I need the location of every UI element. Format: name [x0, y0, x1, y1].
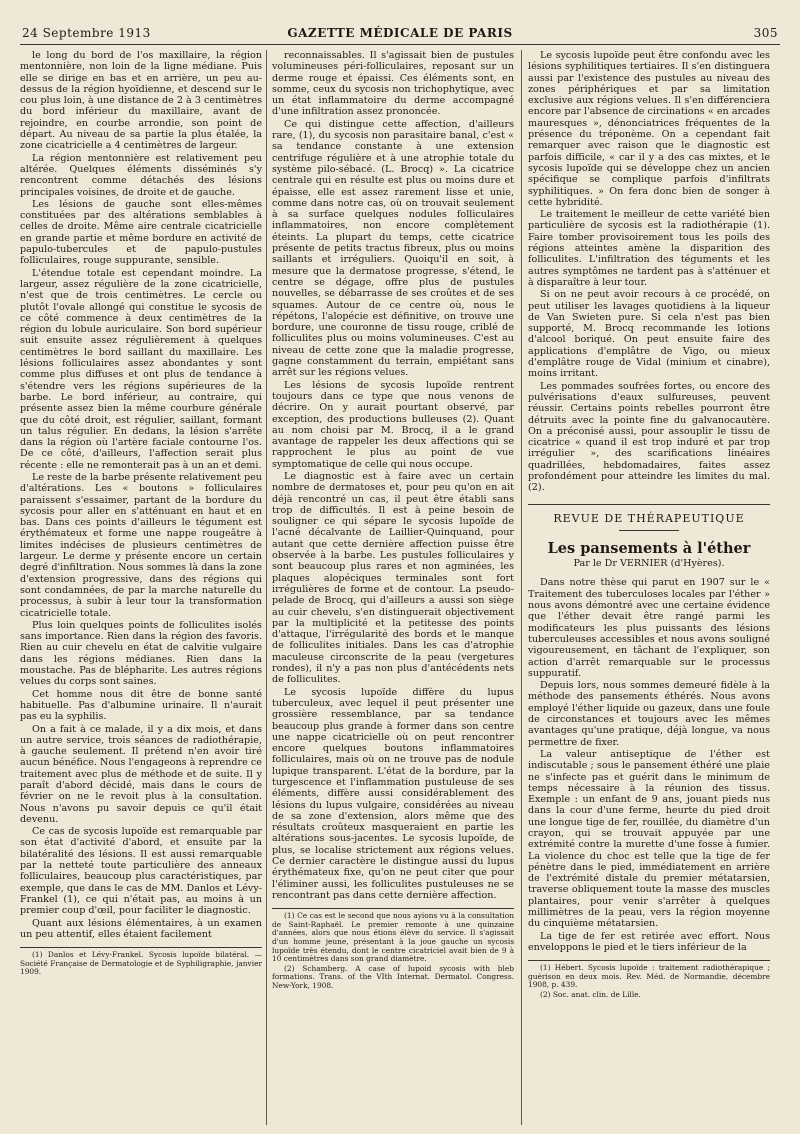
ornament-rule — [619, 530, 679, 531]
column-2 — [272, 50, 514, 1126]
footnote: (2) Soc. anat. clin. de Lille. — [540, 990, 641, 1000]
footnote-separator — [20, 947, 262, 948]
paragraph: Le sycosis lupoïde peut être confondu avec les lésions syphilitiques tertiaires. Il s'en distinguera aussi par l'existence des pustules au niveau des zones périphériques et par sa limitation exclusive aux régions velues. Il s'en différenciera encore par l'absence de circinations « en arcades mauresques », dénonciatrices fréquentes de la présence du tréponème. On a cependant fait remarquer avec raison que le diagnostic est parfois difficile, « car il y a des cas mixtes, et le sycosis lupoïde qui se développe chez un ancien spécifique se complique parfois d'infiltrats syphilitiques. » On fera donc bien de songer à cette hybridité. — [528, 50, 770, 208]
paragraph: Le traitement le meilleur de cette variété bien particulière de sycosis est la radiothérapie (1). Faire tomber provisoirement tous les poils des régions atteintes amène la disparition des folliculites. L'infiltration des téguments et les autres symptômes ne tardent pas à s'atténuer et à disparaître à leur tour. — [528, 209, 770, 288]
paragraph: le long du bord de l'os maxillaire, la région mentonnière, non loin de la ligne médiane. Puis elle se dirige en bas et en arrière, un peu au-dessus de la région hyoïdienne, et descend sur le cou plus loin, à une distance de 2 à 3 centimètres du bord inférieur du maxillaire, avant de rejoindre, en courbe arrondie, son point de départ. Au niveau de sa partie la plus étalée, la zone cicatricielle a 4 centimètres de largeur. — [20, 50, 262, 152]
section-title: REVUE DE THÉRAPEUTIQUE — [553, 511, 745, 525]
footnote-separator — [528, 960, 770, 961]
paragraph: Quant aux lésions élémentaires, à un examen un peu attentif, elles étaient facilement — [20, 917, 262, 940]
paragraph: reconnaissables. Il s'agissait bien de pustules volumineuses péri-folliculaires, reposant sur un derme rouge et épaissi. Ces éléments sont, en somme, ceux du sycosis non trichophytique, avec un état inflammatoire du derme accompagné d'une infiltration assez prononcée. — [272, 50, 514, 118]
paragraph: Les lésions de sycosis lupoïde rentrent toujours dans ce type que nous venons de décrire. On y aurait pourtant observé, par exception, des productions bulleuses (2). Quant au nom choisi par M. Brocq, il a le grand avantage de rappeler les deux affections qui se rapprochent le plus au point de vue symptomatique de celle qui nous occupe. — [272, 379, 514, 470]
paragraph: Si on ne peut avoir recours à ce procédé, on peut utiliser les lavages quotidiens à la liqueur de Van Swieten pure. Si cela n'est pas bien supporté, M. Brocq recommande les lotions d'alcool boriqué. On peut ensuite faire des applications d'emplâtre de Vigo, ou mieux d'emplâtre rouge de Vidal (minium et cinabre), moins irritant. — [528, 289, 770, 380]
paragraph: L'étendue totale est cependant moindre. La largeur, assez régulière de la zone cicatricielle, n'est que de trois centimètres. Le cercle ou plutôt l'ovale allongé qui constitue le sycosis de ce côté commence à deux centimètres de la région du lobule auriculaire. Son bord supérieur suit ensuite assez régulièrement à quelques centimètres le bord saillant du maxillaire. Les lésions folliculaires assez abondantes y sont comme plus diffuses et ont plus de tendance à s'étendre vers les régions supérieures de la barbe. Le bord inférieur, au contraire, qui présente assez bien la même courbure générale que du côté droit, est régulier, saillant, formant un talus régulier. En dedans, la lésion s'arrête dans la région où l'artère faciale contourne l'os. De ce côté, d'ailleurs, l'affection serait plus récente : elle ne remonterait pas à un an et demi. — [20, 267, 262, 471]
paragraph: Le sycosis lupoïde diffère du lupus tuberculeux, avec lequel il peut présenter une grossière ressemblance, par sa tendance beaucoup plus grande à former dans son centre une nappe cicatricielle où on peut rencontrer encore quelques boutons inflammatoires folliculaires, mais où on ne trouve pas de nodule lupique transparent. L'état de la bordure, par la turgescence et l'inflammation pustuleuse de ses éléments, diffère aussi considérablement des lésions du lupus vulgaire, considérées au niveau de sa zone d'extension, alors même que des résultats croûteux masqueraient en partie les altérations sous-jacentes. Le sycosis lupoïde, de plus, se localise strictement aux régions velues. Ce dernier caractère le distingue aussi du lupus érythémateux fixe, qu'on ne peut citer que pour l'éliminer aussi, les folliculites pustuleuses ne se rencontrant pas dans cette dernière affection. — [272, 686, 514, 901]
footnote-separator — [272, 908, 514, 909]
footnote: (1) Ce cas est le second que nous ayions vu à la consultation de Saint-Raphaël. Le premier remonte à une quinzaine d'années, alors que nous étions élève du service. Il s'agissait d'un homme jeune, présentant à la joue gauche un sycosis lupoïde très étendu, dont le centre cicatriciel avait bien de 9 à 10 centimètres dans son grand diamètre. — [272, 911, 514, 964]
paragraph: Ce cas de sycosis lupoïde est remarquable par son état d'activité d'abord, et ensuite par la bilatéralité des lésions. Il est aussi remarquable par la netteté toute particulière des anneaux folliculaires, beaucoup plus caractéristiques, par exemple, que dans le cas de MM. Danlos et Lévy-Frankel (1), ce qui n'était pas, au moins à un premier coup d'œil, pour faciliter le diagnostic. — [20, 826, 262, 917]
paragraph: Ce qui distingue cette affection, d'ailleurs rare, (1), du sycosis non parasitaire banal, c'est « sa tendance constante à une extension centrifuge régulière et à une atrophie totale du système pilo-sébacé. (L. Brocq) ». La cicatrice centrale qui en résulte est plus ou moins dure et épaisse, elle est assez rarement lisse et unie, comme dans notre cas, où on trouvait seulement à sa surface quelques nodules folliculaires inflammatoires, non encore complètement éteints. La plupart du temps, cette cicatrice présente de petits tractus fibreux, plus ou moins saillants et irréguliers. Quoiqu'il en soit, à mesure que la dermatose progresse, s'étend, le centre se dégage, offre plus de pustules nouvelles, se débarrasse de ses croûtes et de ses squames. Autour de ce centre où, nous le répétons, l'alopécie est définitive, on trouve une bordure, une couronne de tissu rouge, criblé de folliculites plus ou moins volumineuses. C'est au niveau de cette zone que la maladie progresse, gagne constamment du terrain, empiétant sans arrêt sur les régions velues. — [272, 118, 514, 379]
paragraph: Plus loin quelques points de folliculites isolés sans importance. Rien dans la région des favoris. Rien au cuir chevelu en état de calvitie vulgaire dans les régions médianes. Rien dans la moustache. Pas de blépharite. Les autres régions velues du corps sont saines. — [20, 619, 262, 688]
header-journal-title: GAZETTE MÉDICALE DE PARIS — [287, 26, 513, 40]
paragraph: Les lésions de gauche sont elles-mêmes constituées par des altérations semblables à celles de droite. Même aire centrale cicatricielle en grande partie et même bordure en activité de papulo-tubercules et de papulo-pustules folliculaires, rouge suppurante, sensible. — [20, 198, 262, 267]
paragraph: Depuis lors, nous sommes demeuré fidèle à la méthode des pansements éthérés. Nous avons employé l'éther liquide ou gazeux, dans une foule de circonstances et toujours avec les mêmes avantages qu'une pratique, déjà longue, va nous permettre de fixer. — [528, 680, 770, 748]
footnote: (1) Danlos et Lévy-Frankel. Sycosis lupoïde bilatéral. — Société Française de Dermatologie et de Syphiligraphie, janvier 1909. — [20, 950, 262, 977]
paragraph: La valeur antiseptique de l'éther est indiscutable ; sous le pansement éthéré une plaie ne s'infecte pas et guérit dans le minimum de temps nécessaire à la réunion des tissus. Exemple : un enfant de 9 ans, jouant pieds nus dans la cour d'une ferme, heurte du pied droit une longue tige de fer, rouillée, du diamètre d'un crayon, qui se trouvait appuyée par une extrémité contre la murette d'une fosse à fumier. La violence du choc est telle que la tige de fer pénètre dans le pied, immédiatement en arrière de l'extrémité distale du premier métatarsien, traverse obliquement toute la masse des muscles plantaires, pour venir s'arrêter à quelques millimètres de la peau, vers la région moyenne du cinquième métatarsien. — [528, 748, 770, 930]
paragraph: On a fait à ce malade, il y a dix mois, et dans un autre service, trois séances de radiothérapie, à gauche seulement. Il prétend n'en avoir tiré aucun bénéfice. Nous l'engageons à reprendre ce traitement avec plus de méthode et de suite. Il y paraît d'abord décidé, mais dans le cours de février on ne le revoit plus à la consultation. Nous n'avons pu savoir depuis ce qu'il était devenu. — [20, 723, 262, 825]
column-divider — [521, 50, 522, 1125]
paragraph: Le reste de la barbe présente relativement peu d'altérations. Les « boutons » folliculaires paraissent s'essaimer, partant de la bordure du sycosis pour aller en s'atténuant en haut et en bas. Dans ces points d'ailleurs le tégument est érythémateux et forme une nappe rougeâtre à limites indécises de plusieurs centimètres de largeur. Le derme y présente encore un certain degré d'infiltration. Nous sommes là dans la zone d'extension progressive, dans des régions qui sont condamnées, de par la marche naturelle du processus, à subir à leur tour la transformation cicatricielle totale. — [20, 471, 262, 619]
footnote: (2) Schamberg. A case of lupoid sycosis with bleb formations. Trans. of the VIth Internat. Dermatol. Congress. New-York, 1908. — [272, 963, 514, 991]
column-1 — [20, 50, 262, 1126]
article-title: Les pansements à l'éther — [547, 539, 751, 557]
paragraph: Les pommades soufrées fortes, ou encore des pulvérisations d'eaux sulfureuses, peuvent réussir. Certains points rebelles pourront être détruits avec la pointe fine du galvanocautère. On a préconisé aussi, pour assouplir le tissu de cicatrice « quand il est trop induré et par trop irrégulier », des scarifications linéaires quadrillées, hebdomadaires, faites assez profondément pour atteindre les limites du mal. (2). — [528, 380, 770, 494]
header-page-number: 305 — [753, 26, 778, 40]
paragraph: La tige de fer est retirée avec effort. Nous enveloppons le pied et le tiers inférieur de la — [528, 930, 770, 953]
header-date: 24 Septembre 1913 — [22, 26, 151, 40]
column-3 — [528, 50, 770, 1126]
paragraph: Le diagnostic est à faire avec un certain nombre de dermatoses et, pour peu qu'on en ait déjà rencontré un cas, il peut être établi sans trop de difficultés. Il est à peine besoin de souligner ce qui sépare le sycosis lupoïde de l'acné décalvante de Laillier-Quinquand, pour autant que cette dernière affection puisse être observée à la barbe. Les pustules folliculaires y sont beaucoup plus rares et non agminées, les plaques alopéciques terminales sont fort irrégulières de forme et de contour. La pseudo-pelade de Brocq, qui d'ailleurs a aussi son siège au cuir chevelu, s'en distinguerait objectivement par la multiplicité et la petitesse des points d'attaque, l'irrégularité des bords et le manque de folliculites initiales. Dans les cas d'atrophie maculeuse circonscrite de la peau (vergetures rondes), il n'y a pas non plus d'antécédents nets de folliculites. — [272, 470, 514, 686]
footnote: (1) Hébert. Sycosis lupoïde : traitement radiothérapique ; guérison en deux mois. Rev. Méd. de Normandie, décembre 1908, p. 439. — [528, 963, 770, 990]
paragraph: Dans notre thèse qui parut en 1907 sur le « Traitement des tuberculoses locales par l'éther » nous avons démontré avec une certaine évidence que l'éther devait être rangé parmi les modificateurs les plus puissants des lésions tuberculeuses accessibles et nous avons souligné vigoureusement, en tâchant de l'expliquer, son action d'arrêt remarquable sur le processus suppuratif. — [528, 577, 770, 679]
header-rule — [20, 44, 780, 45]
section-rule — [528, 504, 770, 505]
paragraph: La région mentonnière est relativement peu altérée. Quelques éléments disséminés s'y rencontrent comme détachés des lésions principales voisines, de droite et de gauche. — [20, 152, 262, 198]
article-byline: Par le Dr VERNIER (d'Hyères). — [573, 558, 725, 570]
paragraph: Cet homme nous dit être de bonne santé habituelle. Pas d'albumine urinaire. Il n'aurait pas eu la syphilis. — [20, 688, 262, 723]
running-header — [22, 26, 778, 44]
column-divider — [266, 50, 267, 1125]
